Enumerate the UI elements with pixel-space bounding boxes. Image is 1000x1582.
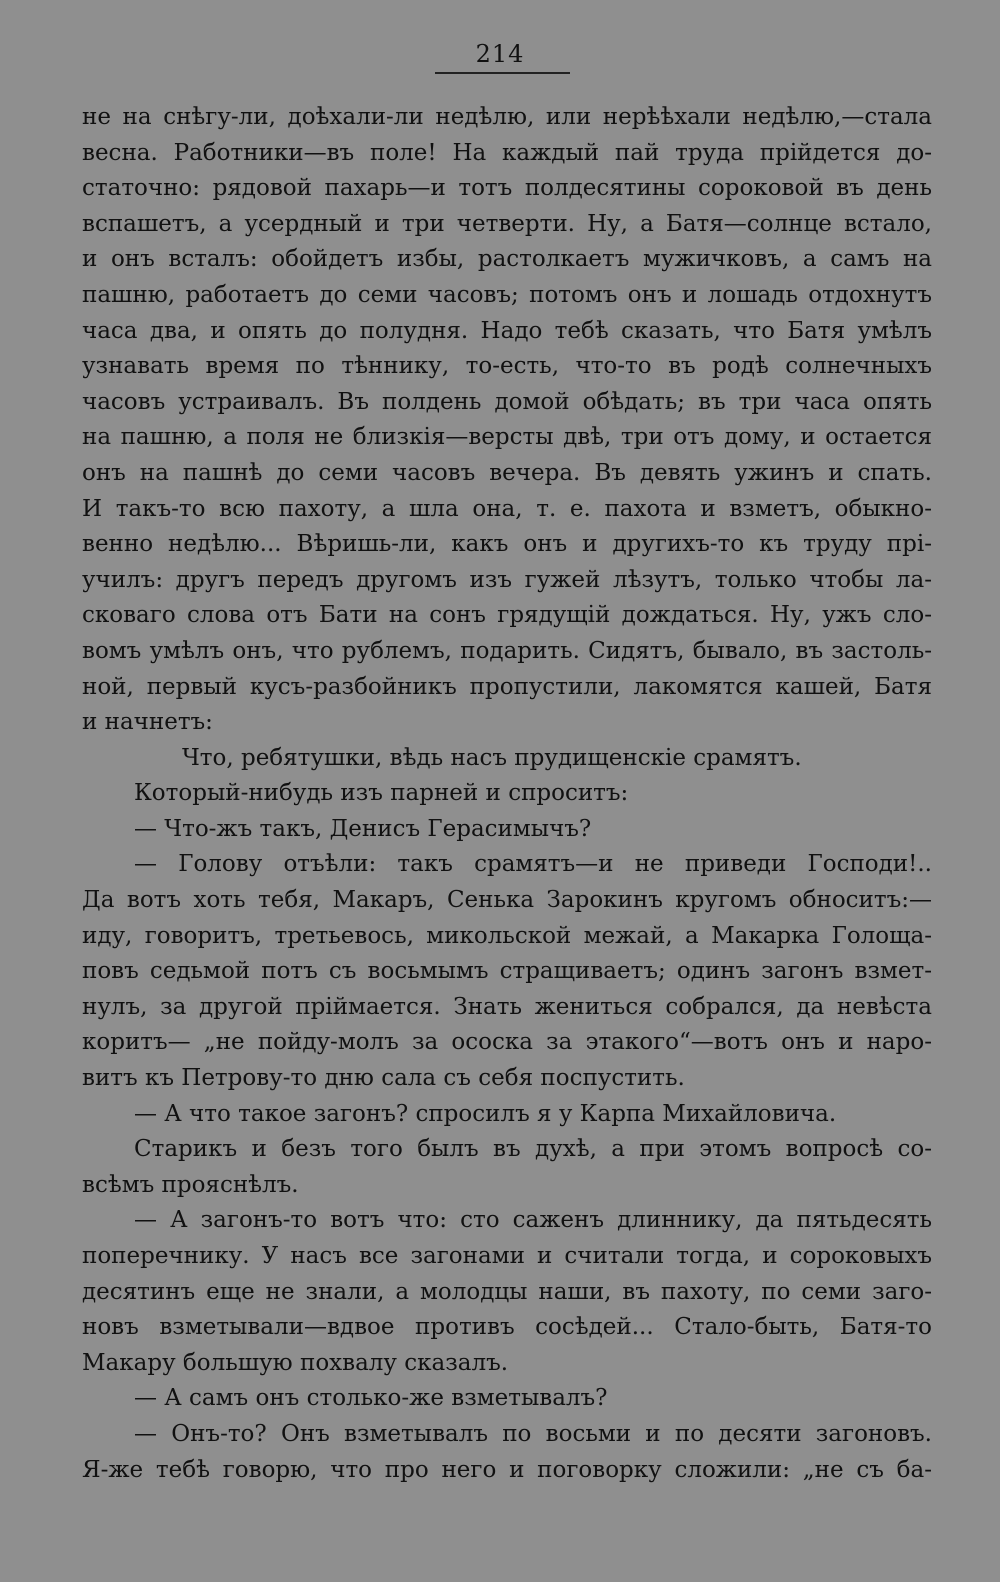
text-line: И такъ-то всю пахоту, а шла она, т. е. пахота и взметъ, обыкно- xyxy=(82,495,932,522)
text-line: узнавать время по тѣннику, то-есть, что-то въ родѣ солнечныхъ xyxy=(82,353,932,380)
text-line: коритъ— „не пойду-молъ за ососка за этакого“—вотъ онъ и наро- xyxy=(82,1029,932,1056)
page-number-rule xyxy=(435,72,570,74)
text-line: пашню, работаетъ до семи часовъ; потомъ онъ и лошадь отдохнутъ xyxy=(82,281,932,308)
text-line: Макару большую похвалу сказалъ. xyxy=(82,1349,509,1376)
text-line: вомъ умѣлъ онъ, что рублемъ, подарить. Сидятъ, бывало, въ застоль- xyxy=(82,637,932,664)
text-line: вспашетъ, а усердный и три четверти. Ну, а Батя—солнце встало, xyxy=(82,210,932,237)
text-line: весна. Работники—въ поле! На каждый пай труда прійдется до- xyxy=(82,139,932,166)
text-line: повъ седьмой потъ съ восьмымъ стращиваетъ; одинъ загонъ взмет- xyxy=(82,958,932,985)
text-line: новъ взметывали—вдвое противъ сосѣдей... Стало-быть, Батя-то xyxy=(82,1314,932,1341)
text-line: Старикъ и безъ того былъ въ духѣ, а при этомъ вопросѣ со- xyxy=(134,1136,932,1163)
text-line: часа два, и опять до полудня. Надо тебѣ сказать, что Батя умѣлъ xyxy=(82,317,932,344)
body-text xyxy=(82,100,932,1488)
text-line: нулъ, за другой пріймается. Знать жениться собрался, да невѣста xyxy=(82,993,932,1020)
text-line: — А загонъ-то вотъ что: сто саженъ длиннику, да пятьдесять xyxy=(134,1207,932,1234)
page-number: 214 xyxy=(475,40,525,68)
text-line: на пашню, а поля не близкія—версты двѣ, три отъ дому, и остается xyxy=(82,424,932,451)
text-line: часовъ устраивалъ. Въ полдень домой обѣдать; въ три часа опять xyxy=(82,388,932,415)
text-line: не на снѣгу-ли, доѣхали-ли недѣлю, или нерѣѣхали недѣлю,—стала xyxy=(82,104,932,130)
text-line: всѣмъ прояснѣлъ. xyxy=(82,1171,299,1198)
text-line: и начнетъ: xyxy=(82,709,213,736)
text-line: поперечнику. У насъ все загонами и считали тогда, и сороковыхъ xyxy=(82,1243,932,1269)
text-line: Который-нибудь изъ парней и спроситъ: xyxy=(134,780,629,807)
text-line: венно недѣлю... Вѣришь-ли, какъ онъ и другихъ-то къ труду прі- xyxy=(82,531,932,558)
text-line: иду, говоритъ, третьевось, микольской межай, а Макарка Голоща- xyxy=(82,922,932,949)
text-line: витъ къ Петрову-то дню сала съ себя поспустить. xyxy=(82,1065,685,1092)
text-line: училъ: другъ передъ другомъ изъ гужей лѣзутъ, только чтобы ла- xyxy=(82,566,932,593)
text-line: — Что-жъ такъ, Денисъ Герасимычъ? xyxy=(134,815,592,842)
text-line: и онъ всталъ: обойдетъ избы, растолкаетъ мужичковъ, а самъ на xyxy=(82,246,932,273)
text-line: онъ на пашнѣ до семи часовъ вечера. Въ девять ужинъ и спать. xyxy=(82,459,932,486)
text-line: сковаго слова отъ Бати на сонъ грядущій дождаться. Ну, ужъ сло- xyxy=(82,602,932,629)
text-line: десятинъ еще не знали, а молодцы наши, въ пахоту, по семи заго- xyxy=(82,1278,932,1305)
text-line: — Онъ-то? Онъ взметывалъ по восьми и по десяти загоновъ. xyxy=(134,1420,932,1447)
text-line: статочно: рядовой пахарь—и тотъ полдесятины сороковой въ день xyxy=(82,175,932,202)
text-line: Да вотъ хоть тебя, Макаръ, Сенька Зарокинъ кругомъ обноситъ:— xyxy=(82,887,932,914)
text-line: ной, первый кусъ-разбойникъ пропустили, лакомятся кашей, Батя xyxy=(82,673,932,700)
text-line: Я-же тебѣ говорю, что про него и поговорку сложили: „не съ ба- xyxy=(82,1456,932,1483)
text-line: — А что такое загонъ? спросилъ я у Карпа Михайловича. xyxy=(134,1100,837,1127)
text-line: Что, ребятушки, вѣдь насъ прудищенскіе срамятъ. xyxy=(182,744,802,771)
text-line: — Голову отъѣли: такъ срамятъ—и не приведи Господи!.. xyxy=(134,851,932,878)
text-line: — А самъ онъ столько-же взметывалъ? xyxy=(134,1385,608,1412)
